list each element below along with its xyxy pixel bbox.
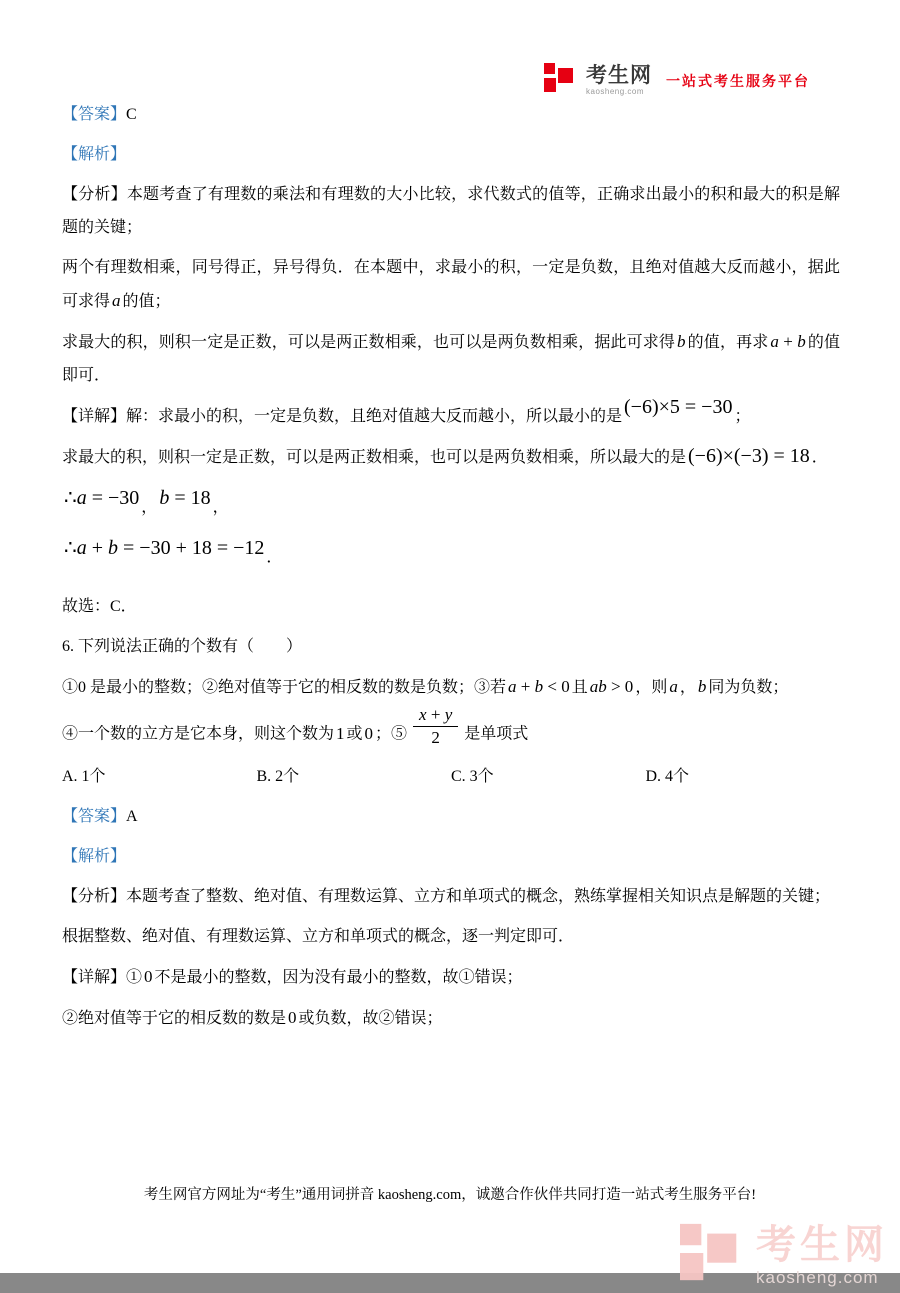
text-segment: 或负数，故②错误；: [298, 1010, 443, 1028]
kaosheng-logo-icon: [544, 60, 578, 101]
paragraph: [62, 251, 840, 318]
text-segment: ④一个数的立方是它本身，则这个数为: [62, 725, 335, 743]
paragraph: [62, 440, 840, 474]
text-segment: ；: [734, 408, 751, 425]
text-segment: 的值；: [122, 293, 171, 310]
paragraph: [62, 630, 840, 663]
logo-name: 考生网: [586, 64, 652, 87]
paragraph: [62, 138, 840, 171]
math-expression: (−6)×(−3) = 18: [688, 445, 810, 467]
section-label: 【答案】: [62, 106, 127, 123]
text-segment: ．: [266, 549, 283, 566]
paragraph: [62, 670, 840, 704]
text-segment: 【分析】本题考查了有理数的乘法和有理数的大小比较，求代数式的值等，正确求出最小的积和最大的积是解题的关键；: [62, 186, 840, 236]
text-segment: 且: [571, 679, 588, 696]
text-segment: ②绝对值等于它的相反数的数是: [62, 1010, 287, 1028]
text-segment: A: [126, 808, 138, 826]
paragraph: [62, 920, 840, 953]
text-segment: 的值，再求: [687, 334, 769, 351]
text-segment: C: [126, 106, 137, 123]
paragraph: [62, 178, 840, 244]
option-D: D. 4个: [645, 768, 690, 786]
math-expression: ∴a = −30: [64, 487, 140, 509]
text-segment: ，则: [635, 679, 668, 696]
section-label: 【解析】: [62, 146, 127, 163]
logo-domain: kaosheng.com: [586, 87, 645, 96]
watermark-name: 考生网: [756, 1223, 888, 1267]
fraction-denominator: 2: [431, 727, 440, 747]
text-segment: ．: [811, 449, 828, 466]
paragraph: [62, 840, 840, 873]
section-label: 【解析】: [62, 848, 127, 866]
math-expression: (−6)×5 = −30: [624, 396, 733, 418]
text-segment: 不是最小的整数，因为没有最小的整数，故①错误；: [154, 969, 523, 987]
math-expression: b: [697, 677, 707, 696]
text-segment: 求最大的积，则积一定是正数，可以是两正数相乘，也可以是两负数相乘，据此可求得: [62, 334, 676, 351]
paragraph: [62, 705, 840, 753]
text-segment: 求最大的积，则积一定是正数，可以是两正数相乘，也可以是两负数相乘，所以最大的是: [62, 449, 687, 466]
text-segment: 两个有理数相乘，同号得正，异号得负．在本题中，求最小的积，一定是负数，且绝对值越大反而越小，据此可求得: [62, 259, 840, 310]
math-expression: ∴a + b = −30 + 18 = −12: [64, 537, 265, 559]
paragraph: [62, 800, 840, 833]
text-segment: 【详解】①: [62, 969, 143, 987]
kaosheng-watermark: [680, 1218, 888, 1293]
text-segment: ；⑤: [375, 725, 408, 743]
math-expression: a + b < 0: [508, 677, 570, 696]
text-segment: 或: [346, 725, 363, 743]
math-expression: a + b: [770, 332, 806, 351]
paragraph: [62, 760, 840, 793]
text-segment: 的值即可．: [62, 334, 840, 384]
paragraph: [62, 960, 840, 994]
text-segment: ①0 是最小的整数；②绝对值等于它的相反数的数是负数；③若: [62, 679, 507, 696]
document-content: [62, 98, 840, 1042]
answer-options-row: [62, 760, 840, 793]
text-segment: 同为负数；: [708, 679, 789, 696]
kaosheng-logo: [544, 60, 810, 101]
paragraph: [62, 325, 840, 392]
option-A: A. 1个: [62, 768, 106, 786]
text-segment: ，: [679, 679, 696, 696]
text-segment: 根据整数、绝对值、有理数运算、立方和单项式的概念，逐一判定即可．: [62, 928, 575, 946]
paragraph: [62, 880, 840, 913]
math-expression: b = 18: [159, 487, 211, 509]
math-expression: 0: [144, 967, 153, 987]
watermark-domain: kaosheng.com: [756, 1268, 879, 1287]
math-expression: 0: [288, 1008, 297, 1028]
text-segment: 是单项式: [464, 725, 529, 743]
paragraph: [62, 537, 840, 574]
footer-text: 考生网官方网址为“考生”通用词拼音 kaosheng.com，诚邀合作伙伴共同打造一站式考生服务平台!: [143, 1187, 757, 1203]
math-expression: ab > 0: [589, 677, 634, 696]
text-segment: 【详解】解：求最小的积，一定是负数，且绝对值越大反而越小，所以最小的是: [62, 408, 623, 425]
math-expression: b: [677, 332, 686, 351]
text-segment: ，: [212, 499, 229, 516]
text-segment: 6. 下列说法正确的个数有（ ）: [62, 638, 303, 655]
paragraph: [62, 487, 840, 524]
kaosheng-logo-text: [586, 65, 652, 96]
math-expression: a: [112, 291, 121, 310]
math-expression: 0: [364, 723, 374, 743]
math-expression: 1: [336, 723, 345, 743]
paragraph: [62, 590, 840, 623]
text-segment: 【分析】本题考查了整数、绝对值、有理数运算、立方和单项式的概念，熟练掌握相关知识点是解题的关键；: [62, 888, 831, 906]
paragraph: [62, 1001, 840, 1035]
fraction: [413, 705, 458, 747]
option-C: C. 3个: [451, 768, 494, 786]
option-B: B. 2个: [256, 768, 300, 786]
paragraph: [62, 98, 840, 131]
text-segment: ，: [141, 499, 158, 516]
kaosheng-watermark-icon: [680, 1218, 746, 1293]
fraction-numerator: x + y: [413, 705, 458, 727]
watermark-text: [756, 1225, 888, 1286]
paragraph: [62, 396, 840, 433]
section-label: 【答案】: [62, 808, 127, 826]
text-segment: 故选：C．: [62, 598, 137, 615]
math-expression: a: [669, 677, 678, 696]
logo-tagline: 一站式考生服务平台: [666, 72, 810, 89]
